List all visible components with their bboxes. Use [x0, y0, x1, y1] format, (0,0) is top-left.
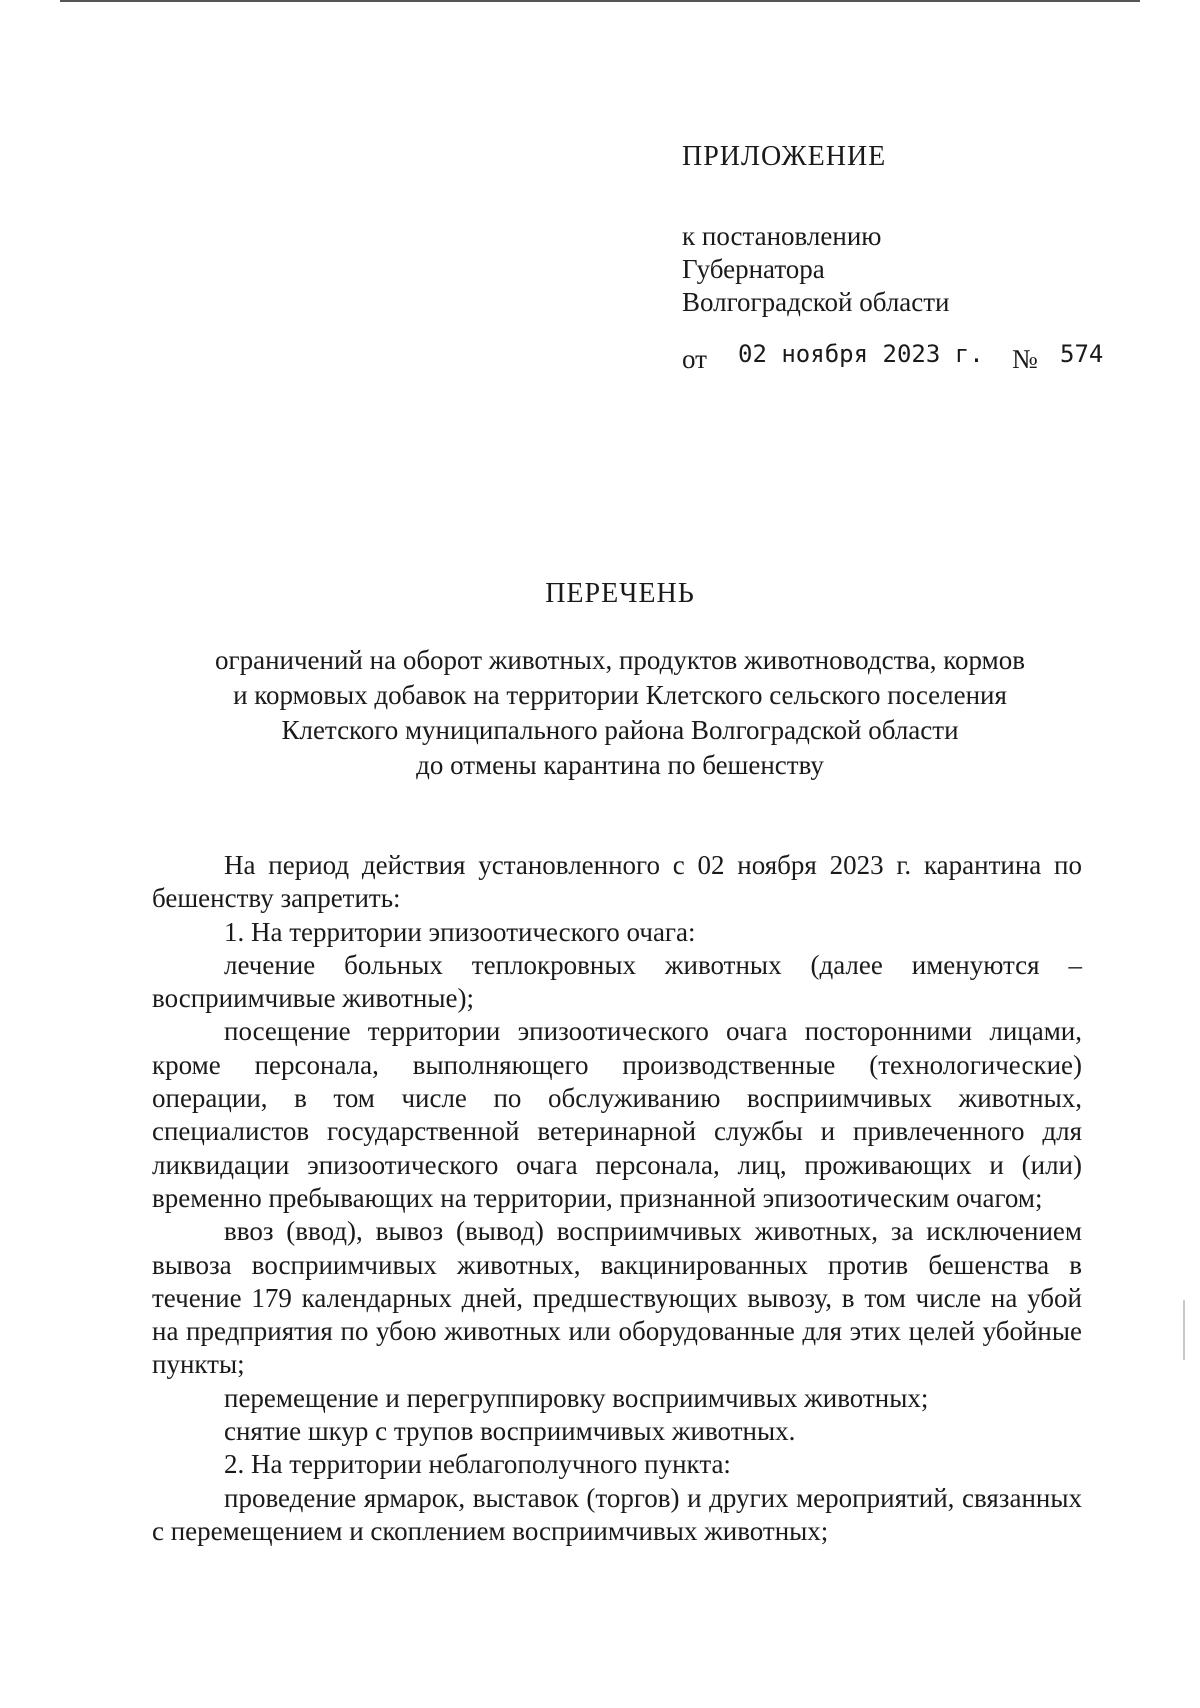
- appendix-header: [682, 140, 950, 319]
- subtitle-line: до отмены карантина по бешенству: [416, 750, 824, 780]
- body-paragraph: проведение ярмарок, выставок (торгов) и других мероприятий, связанных с перемещением и скоплением восприимчивых животных;: [152, 1482, 1082, 1546]
- scan-top-edge: [60, 0, 1140, 2]
- appendix-line: к постановлению: [682, 221, 882, 251]
- decree-date: 02 ноября 2023 г.: [738, 340, 984, 368]
- document-title: ПЕРЕЧЕНЬ: [545, 578, 695, 609]
- document-body: [152, 849, 1082, 1548]
- body-paragraph: снятие шкур с трупов восприимчивых животных.: [224, 1416, 796, 1447]
- body-paragraph: перемещение и перегруппировку восприимчивых животных;: [224, 1382, 929, 1413]
- subtitle-line: и кормовых добавок на территории Клетского сельского поселения: [233, 680, 1007, 710]
- appendix-heading: ПРИЛОЖЕНИЕ: [682, 141, 887, 172]
- subtitle-line: Клетского муниципального района Волгоградской области: [281, 715, 959, 745]
- decree-date-number: [682, 338, 1102, 378]
- body-paragraph: ввоз (ввод), вывоз (вывод) восприимчивых животных, за исключением вывоза восприимчивых животных, вакцинированных против бешенства в течение 179 календарных дней, предшествующих вывозу, в том числе на убой на предприятия по убою животных или оборудованные для этих целей убойные пункты;: [152, 1216, 1082, 1380]
- subtitle-line: ограничений на оборот животных, продуктов животноводства, кормов: [215, 645, 1025, 675]
- body-paragraph: 2. На территории неблагополучного пункта:: [224, 1449, 731, 1480]
- body-paragraph: лечение больных теплокровных животных (далее именуются – восприимчивые животные);: [152, 949, 1082, 1014]
- body-paragraph: На период действия установленного с 02 ноября 2023 г. карантина по бешенству запретить:: [152, 850, 1082, 914]
- body-paragraph: 1. На территории эпизоотического очага:: [224, 916, 696, 947]
- document-subtitle: [150, 643, 1090, 783]
- decree-number: 574: [1060, 340, 1104, 368]
- from-label: от: [682, 344, 707, 374]
- scan-edge-mark: [1183, 1300, 1185, 1360]
- appendix-line: Губернатора: [682, 254, 825, 284]
- body-paragraph: посещение территории эпизоотического очага посторонними лицами, кроме персонала, выполняющего производственные (технологические) операции, в том числе по обслуживанию восприимчивых животных, специалистов государственной ветеринарной службы и привлеченного для ликвидации эпизоотического очага персонала, лиц, проживающих и (или) временно пребывающих на территории, признанной эпизоотическим очагом;: [152, 1016, 1082, 1213]
- appendix-line: Волгоградской области: [682, 287, 950, 317]
- number-label: №: [1012, 344, 1038, 374]
